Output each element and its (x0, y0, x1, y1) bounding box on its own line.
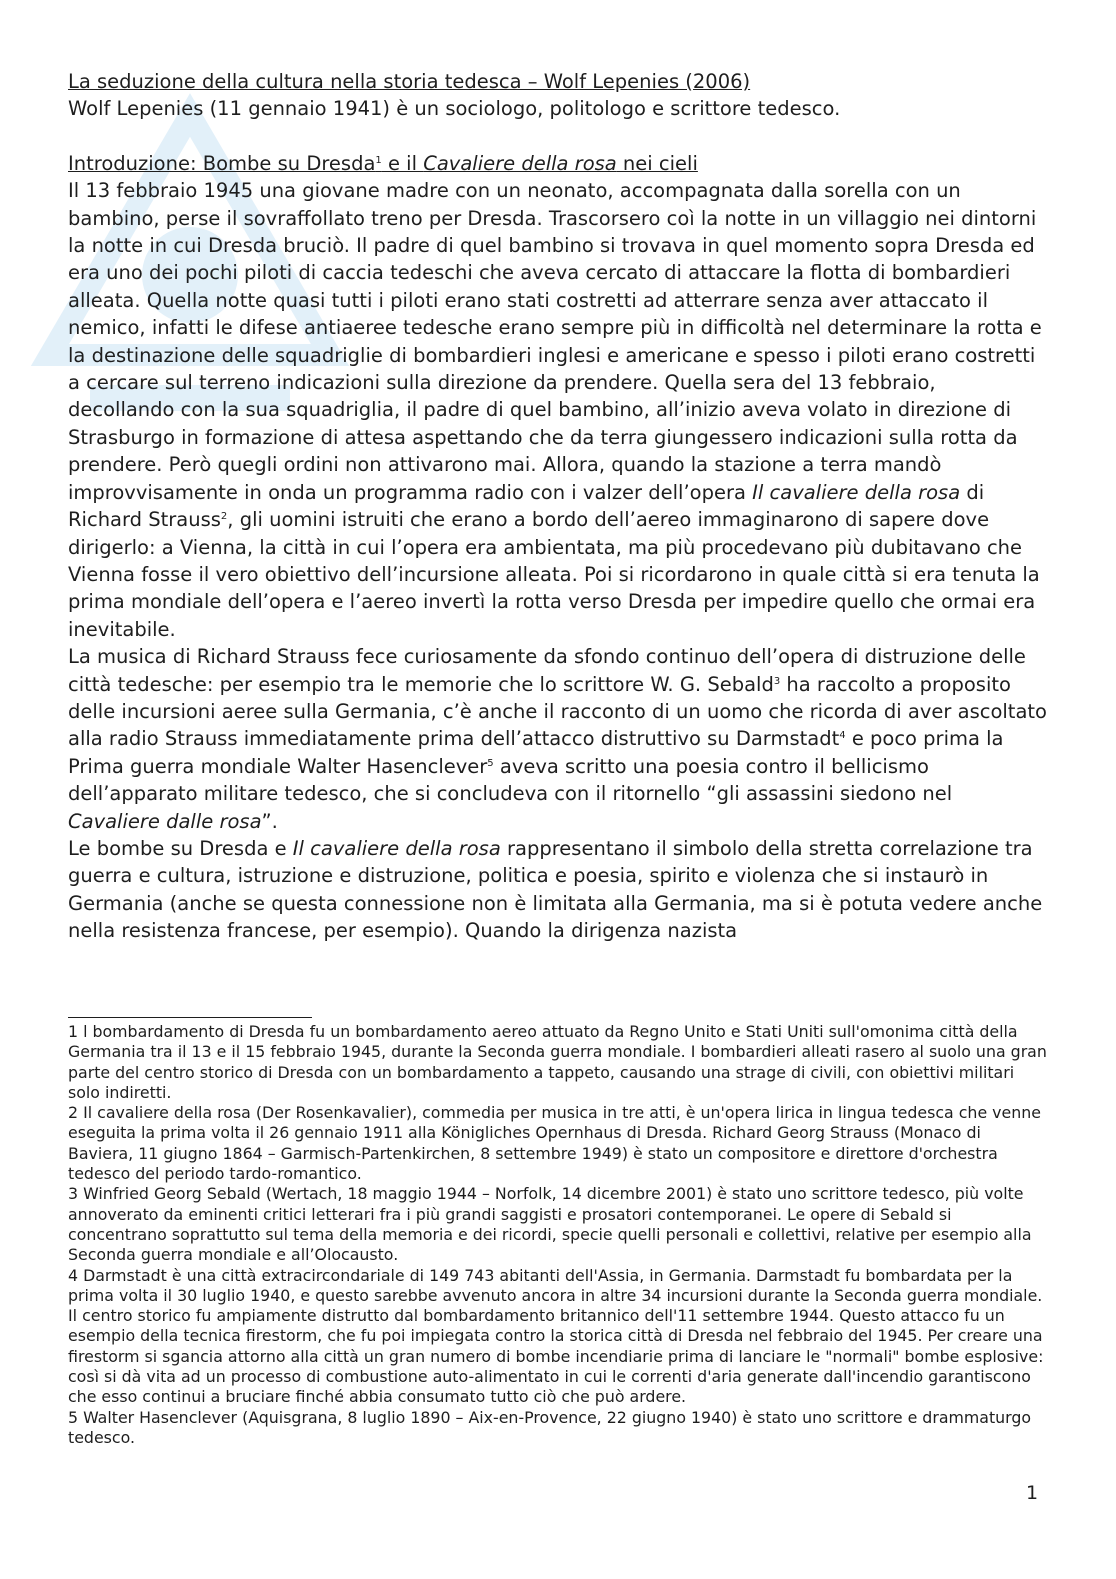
paragraph-3: Le bombe su Dresda e Il cavaliere della rosa rappresentano il simbolo della stretta correlazione tra guerra e cultura, istruzione e distruzione, politica e poesia, spirito e violenza che si instaurò in Germania (anche se questa connessione non è limitata alla Germania, ma si è potuta vedere anche nella resistenza francese, per esempio). Quando la dirigenza nazista (68, 836, 1043, 943)
paragraph-2: La musica di Richard Strauss fece curiosamente da sfondo continuo dell’opera di distruzione delle città tedesche: per esempio tra le memorie che lo scrittore W. G. Sebald$^3$ ha raccolto a proposito delle incursioni aeree sulla Germania, c’è anche il racconto di un uomo che ricorda di aver ascoltato alla radio Strauss immediatamente prima dell’attacco distruttivo su Darmstadt$^4$ e poco prima la Prima guerra mondiale Walter Hasenclever$^5$ aveva scritto una poesia contro il bellicismo dell’apparato militare tedesco, che si concludeva con il ritornello “gli assassini siedono nel Cavaliere dalle rosa”. (68, 645, 1047, 833)
footnote-5: 5 Walter Hasenclever (Aquisgrana, 8 luglio 1890 – Aix-en-Provence, 22 giugno 1940) è stato uno scrittore e drammaturgo tedesco. (68, 1407, 1032, 1447)
footnote-ref-1[interactable]: 1 (375, 154, 382, 166)
footnote-ref-3[interactable]: 3 (773, 675, 781, 687)
footnote-ref-5[interactable]: 5 (487, 757, 494, 769)
footnote-ref-2[interactable]: 2 (220, 511, 228, 523)
page-number: 1 (1026, 1482, 1039, 1504)
footnote-4: 4 Darmstadt è una città extracircondariale di 149 743 abitanti dell'Assia, in Germania. Darmstadt fu bombardata per la prima volta il 30 luglio 1940, e questo sarebbe avvenuto ancora in altre 34 incursioni durante la Seconda guerra mondiale. Il centro storico fu ampiamente distrutto dal bombardamento britannico dell'11 settembre 1944. Questo attacco fu un esempio della tecnica firestorm, che fu poi impiegata contro la storica città di Dresda nel febbraio del 1945. Per creare una firestorm si sgancia attorno alla città un gran numero di bombe incendiarie prima di lanciare le "normali" bombe esplosive: così si dà vita ad un processo di combustione auto-alimentato in cui le correnti d'aria generate dall'incendio garantiscono che esso continui a bruciare finché abbia consumato tutto ciò che può ardere. (68, 1265, 1044, 1407)
footnote-separator (68, 1017, 312, 1018)
footnote-ref-4[interactable]: 4 (839, 730, 846, 742)
footnote-3: 3 Winfried Georg Sebald (Wertach, 18 maggio 1944 – Norfolk, 14 dicembre 2001) è stato uno scrittore tedesco, più volte annoverato da eminenti critici letterari fra i più grandi saggisti e prosatori contemporanei. Le opere di Sebald si concentrano soprattutto sul tema della memoria e dei ricordi, specie quelli personali e collettivi, relative per esempio alla Seconda guerra mondiale e all’Olocausto. (68, 1184, 1032, 1265)
footnotes (68, 1022, 1048, 1448)
paragraph-1: Il 13 febbraio 1945 una giovane madre con un neonato, accompagnata dalla sorella con un bambino, perse il sovraffollato treno per Dresda. Trascorsero coì la notte in un villaggio nei dintorni la notte in cui Dresda bruciò. Il padre di quel bambino si trovava in quel momento sopra Dresda ed era uno dei pochi piloti di caccia tedeschi che aveva cercato di attaccare la flotta di bombardieri alleata. Quella notte quasi tutti i piloti erano stati costretti ad atterrare senza aver attaccato il nemico, infatti le difese antiaeree tedesche erano sempre più in difficoltà nel determinare la rotta e la destinazione delle squadriglie di bombardieri inglesi e americane e spesso i piloti erano costretti a cercare sul terreno indicazioni sulla direzione da prendere. Quella sera del 13 febbraio, decollando con la sua squadriglia, il padre di quel bambino, all’inizio aveva volato in direzione di Strasburgo in formazione di attesa aspettando che da terra giungessero indicazioni sulla rotta da prendere. Però quegli ordini non attivarono mai. Allora, quando la stazione a terra mandò improvvisamente in onda un programma radio con i valzer dell’opera Il cavaliere della rosa di Richard Strauss$^2$, gli uomini istruiti che erano a bordo dell’aereo immaginarono di sapere dove dirigerlo: a Vienna, la città in cui l’opera era ambientata, ma più procedevano più dubitavano che Vienna fosse il vero obiettivo dell’incursione alleata. Poi si ricordarono in quale città si era tenuta la prima mondiale dell’opera e l’aereo invertì la rotta verso Dresda per impedire quello che ormai era inevitabile. (68, 179, 1042, 641)
main-text (68, 68, 1048, 945)
document-title: La seduzione della cultura nella storia tedesca – Wolf Lepenies (2006) (68, 70, 751, 93)
section-heading: Introduzione: Bombe su Dresda$^1$ e il Cavaliere della rosa nei cieli (68, 151, 698, 175)
footnote-2: 2 Il cavaliere della rosa (Der Rosenkavalier), commedia per musica in tre atti, è un'opera lirica in lingua tedesca che venne eseguita la prima volta il 26 gennaio 1911 alla Königliches Opernhaus di Dresda. Richard Georg Strauss (Monaco di Baviera, 11 giugno 1864 – Garmisch-Partenkirchen, 8 settembre 1949) è stato un compositore e direttore d'orchestra tedesco del periodo tardo-romantico. (68, 1103, 1041, 1184)
footnote-1: 1 l bombardamento di Dresda fu un bombardamento aereo attuato da Regno Unito e Stati Uniti sull'omonima città della Germania tra il 13 e il 15 febbraio 1945, durante la Seconda guerra mondiale. I bombardieri alleati rasero al suolo una gran parte del centro storico di Dresda con un bombardamento a tappeto, causando una strage di civili, con obiettivi militari solo indiretti. (68, 1022, 1047, 1102)
author-description: Wolf Lepenies (11 gennaio 1941) è un sociologo, politologo e scrittore tedesco. (68, 97, 841, 121)
document-page (68, 68, 1048, 945)
